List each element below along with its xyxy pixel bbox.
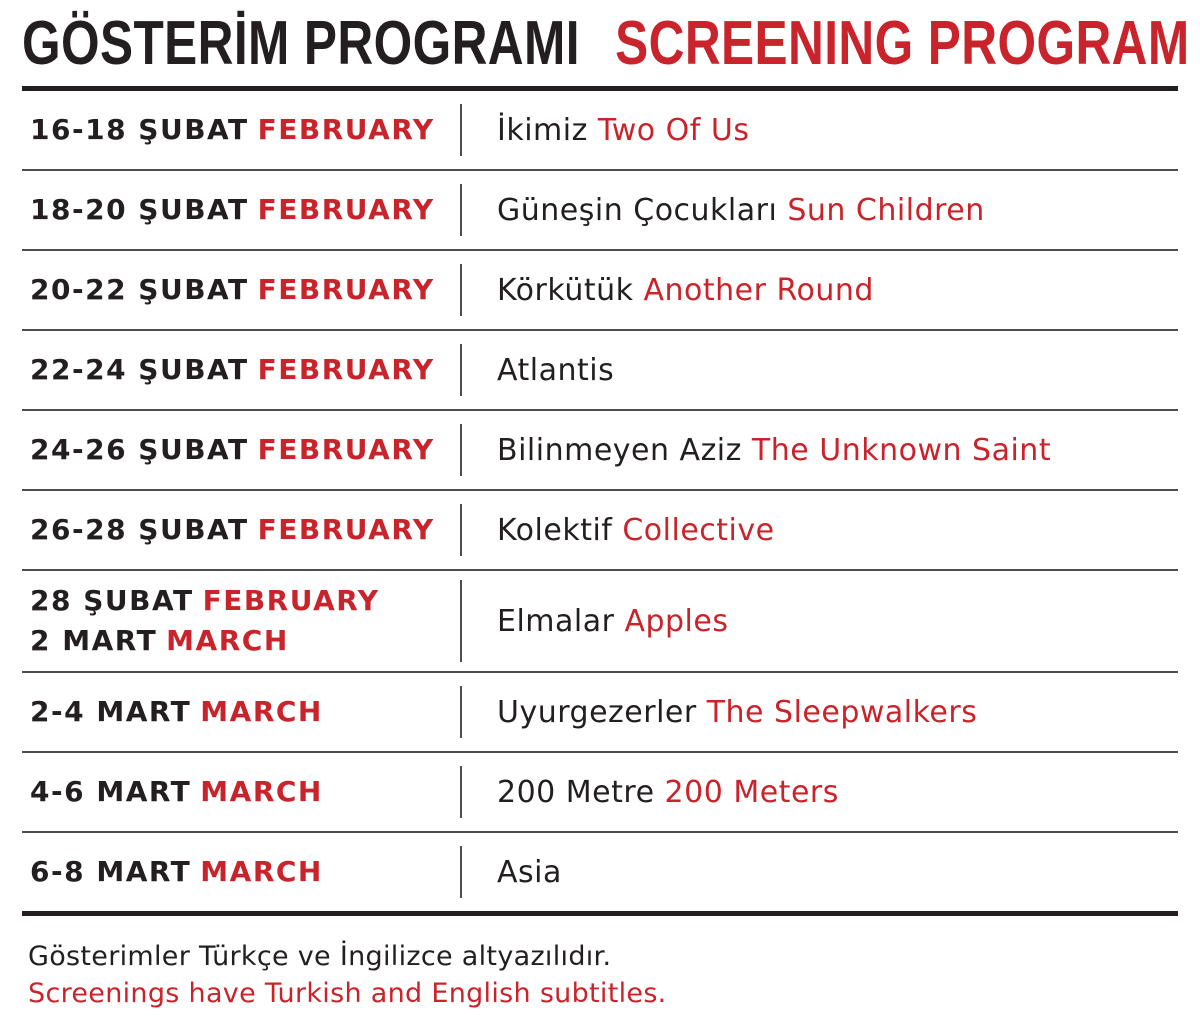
screening-schedule-table bbox=[22, 86, 1178, 916]
date-turkish: 2-4 MART bbox=[30, 695, 192, 728]
film-title-turkish: Elmalar bbox=[497, 603, 615, 639]
date-line bbox=[30, 510, 460, 550]
date-month-english: FEBRUARY bbox=[257, 513, 435, 546]
schedule-row bbox=[22, 671, 1178, 751]
film-title-cell bbox=[462, 513, 775, 548]
film-title-turkish: Güneşin Çocukları bbox=[497, 192, 778, 228]
date-line bbox=[30, 852, 460, 892]
date-line bbox=[30, 350, 460, 390]
film-title-english: Collective bbox=[622, 512, 775, 548]
date-month-english: MARCH bbox=[200, 695, 323, 728]
film-title-cell bbox=[462, 273, 874, 308]
date-turkish: 24-26 ŞUBAT bbox=[30, 433, 249, 466]
date-month-english: FEBRUARY bbox=[257, 193, 435, 226]
schedule-row bbox=[22, 91, 1178, 169]
film-title-turkish: Uyurgezerler bbox=[497, 694, 697, 730]
date-cell bbox=[22, 110, 460, 150]
date-turkish: 28 ŞUBAT bbox=[30, 584, 194, 617]
page-title-english: SCREENING PROGRAM bbox=[615, 8, 1190, 78]
date-line bbox=[30, 772, 460, 812]
schedule-row bbox=[22, 409, 1178, 489]
film-title-cell bbox=[462, 433, 1051, 468]
date-line bbox=[30, 581, 460, 621]
date-month-english: FEBRUARY bbox=[257, 113, 435, 146]
film-title-cell bbox=[462, 113, 749, 148]
date-month-english: MARCH bbox=[200, 855, 323, 888]
film-title-turkish: 200 Metre bbox=[497, 774, 655, 810]
date-cell bbox=[22, 510, 460, 550]
date-cell bbox=[22, 270, 460, 310]
film-title-cell bbox=[462, 353, 614, 388]
film-title-cell bbox=[462, 855, 562, 890]
date-turkish: 16-18 ŞUBAT bbox=[30, 113, 249, 146]
page-title bbox=[22, 8, 1190, 79]
schedule-row bbox=[22, 249, 1178, 329]
film-title-english: The Unknown Saint bbox=[751, 432, 1052, 468]
film-title-cell bbox=[462, 604, 728, 639]
date-cell bbox=[22, 350, 460, 390]
subtitles-note-english: Screenings have Turkish and English subtitles. bbox=[28, 978, 667, 1009]
film-title-turkish: Körkütük bbox=[497, 272, 634, 308]
date-turkish: 18-20 ŞUBAT bbox=[30, 193, 249, 226]
date-turkish: 4-6 MART bbox=[30, 775, 192, 808]
date-turkish: 6-8 MART bbox=[30, 855, 192, 888]
page-header bbox=[22, 0, 1190, 86]
date-turkish: 26-28 ŞUBAT bbox=[30, 513, 249, 546]
date-cell bbox=[22, 692, 460, 732]
film-title-turkish: İkimiz bbox=[497, 112, 588, 148]
film-title-turkish: Atlantis bbox=[497, 352, 615, 388]
date-month-english: FEBRUARY bbox=[257, 273, 435, 306]
schedule-row bbox=[22, 329, 1178, 409]
film-title-turkish: Kolektif bbox=[497, 512, 613, 548]
schedule-row bbox=[22, 169, 1178, 249]
film-title-english: Another Round bbox=[643, 272, 874, 308]
schedule-row bbox=[22, 831, 1178, 911]
film-title-english: 200 Meters bbox=[664, 774, 839, 810]
date-line bbox=[30, 692, 460, 732]
film-title-cell bbox=[462, 775, 839, 810]
page-title-turkish: GÖSTERİM PROGRAMI bbox=[22, 8, 580, 78]
date-turkish: 2 MART bbox=[30, 624, 158, 657]
film-title-cell bbox=[462, 695, 977, 730]
date-turkish: 20-22 ŞUBAT bbox=[30, 273, 249, 306]
film-title-english: Apples bbox=[624, 603, 729, 639]
date-month-english: FEBRUARY bbox=[202, 584, 380, 617]
date-line bbox=[30, 110, 460, 150]
film-title-english: The Sleepwalkers bbox=[706, 694, 978, 730]
film-title-english: Two Of Us bbox=[597, 112, 750, 148]
date-cell bbox=[22, 430, 460, 470]
schedule-row bbox=[22, 569, 1178, 671]
subtitles-note bbox=[22, 938, 1178, 1012]
date-month-english: FEBRUARY bbox=[257, 353, 435, 386]
date-cell bbox=[22, 190, 460, 230]
schedule-row bbox=[22, 489, 1178, 569]
film-title-turkish: Asia bbox=[497, 854, 562, 890]
film-title-turkish: Bilinmeyen Aziz bbox=[497, 432, 742, 468]
date-line bbox=[30, 430, 460, 470]
date-line bbox=[30, 190, 460, 230]
date-month-english: FEBRUARY bbox=[257, 433, 435, 466]
date-turkish: 22-24 ŞUBAT bbox=[30, 353, 249, 386]
date-cell bbox=[22, 852, 460, 892]
film-title-cell bbox=[462, 193, 985, 228]
date-cell bbox=[22, 772, 460, 812]
date-month-english: MARCH bbox=[166, 624, 289, 657]
schedule-row bbox=[22, 751, 1178, 831]
film-title-english: Sun Children bbox=[787, 192, 985, 228]
date-month-english: MARCH bbox=[200, 775, 323, 808]
date-cell bbox=[22, 581, 460, 661]
date-line bbox=[30, 270, 460, 310]
subtitles-note-turkish: Gösterimler Türkçe ve İngilizce altyazılıdır. bbox=[28, 941, 612, 972]
date-line bbox=[30, 621, 460, 661]
